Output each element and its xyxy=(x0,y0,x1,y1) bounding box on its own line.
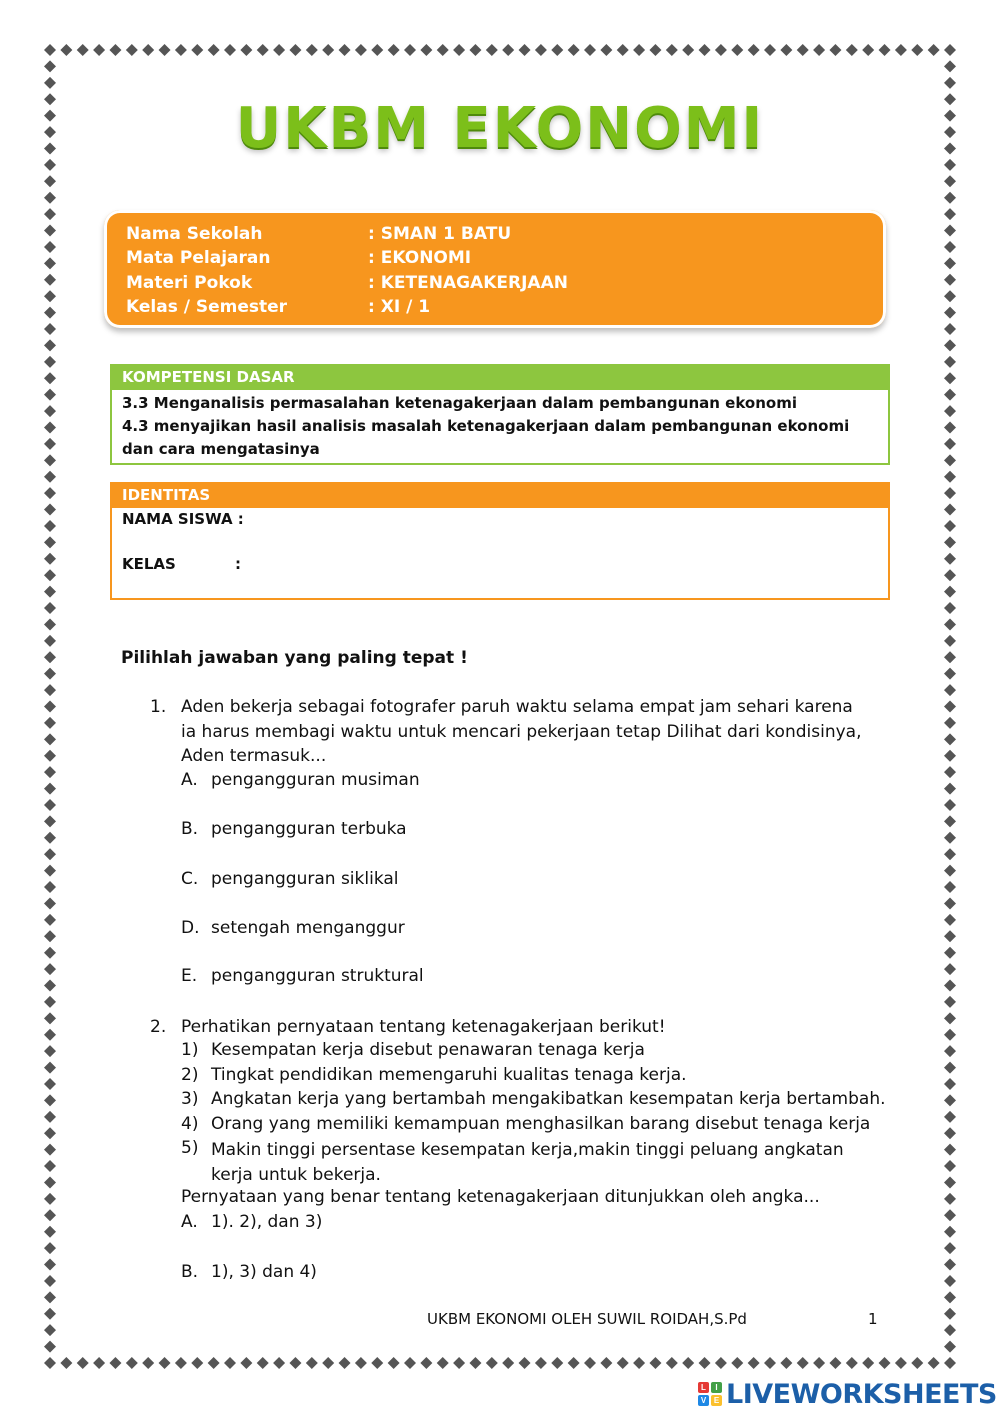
border-diamond xyxy=(44,733,56,745)
border-diamond xyxy=(944,668,956,680)
border-diamond xyxy=(846,1357,858,1369)
border-diamond xyxy=(44,389,56,401)
border-diamond xyxy=(420,44,432,56)
border-diamond xyxy=(273,44,285,56)
question-1-text: Aden bekerja sebagai fotografer paruh waktu selama empat jam sehari karena ia harus membagi waktu untuk mencari pekerjaan tetap Dilihat dari kondisinya, Aden termasuk... xyxy=(181,697,862,766)
border-diamond xyxy=(44,1094,56,1106)
border-diamond xyxy=(273,1357,285,1369)
border-diamond xyxy=(175,1357,187,1369)
border-diamond xyxy=(44,1111,56,1123)
border-diamond xyxy=(486,44,498,56)
border-diamond xyxy=(289,44,301,56)
kompetensi-dasar-panel xyxy=(110,364,890,465)
border-diamond xyxy=(388,44,400,56)
school-info-box xyxy=(104,210,886,328)
border-diamond xyxy=(453,44,465,56)
border-diamond xyxy=(44,1012,56,1024)
border-diamond xyxy=(44,454,56,466)
border-diamond xyxy=(44,339,56,351)
page-number: 1 xyxy=(868,1310,878,1328)
border-diamond xyxy=(142,44,154,56)
info-row-class: Kelas / Semester : XI / 1 xyxy=(126,297,431,317)
border-diamond xyxy=(649,1357,661,1369)
footer-author: UKBM EKONOMI OLEH SUWIL ROIDAH,S.Pd xyxy=(427,1310,747,1328)
info-row-topic: Materi Pokok : KETENAGAKERJAAN xyxy=(126,273,568,293)
border-diamond xyxy=(551,44,563,56)
border-diamond xyxy=(44,323,56,335)
border-diamond xyxy=(633,44,645,56)
border-diamond xyxy=(44,274,56,286)
kompetensi-header: KOMPETENSI DASAR xyxy=(112,366,888,390)
border-diamond xyxy=(944,1226,956,1238)
border-diamond xyxy=(208,44,220,56)
border-diamond xyxy=(944,766,956,778)
q2-statement-4: 4) Orang yang memiliki kemampuan menghasilkan barang disebut tenaga kerja xyxy=(181,1114,871,1134)
kompetensi-line-2: 4.3 menyajikan hasil analisis masalah ketenagakerjaan dalam pembangunan ekonomi dan cara mengatasinya xyxy=(122,417,850,458)
border-diamond xyxy=(813,1357,825,1369)
border-diamond xyxy=(126,1357,138,1369)
border-diamond xyxy=(44,1226,56,1238)
border-diamond xyxy=(44,1308,56,1320)
q1-option-e[interactable]: E. pengangguran struktural xyxy=(181,966,424,986)
border-diamond xyxy=(44,635,56,647)
border-diamond xyxy=(862,44,874,56)
border-diamond xyxy=(944,996,956,1008)
q1-option-a[interactable]: A. pengangguran musiman xyxy=(181,770,420,790)
border-diamond xyxy=(731,1357,743,1369)
border-diamond xyxy=(44,553,56,565)
border-diamond xyxy=(44,487,56,499)
border-diamond xyxy=(44,1341,56,1353)
border-diamond xyxy=(944,717,956,729)
border-diamond xyxy=(944,44,956,56)
border-diamond xyxy=(420,1357,432,1369)
border-diamond xyxy=(944,389,956,401)
border-diamond xyxy=(944,586,956,598)
border-diamond xyxy=(44,766,56,778)
border-diamond xyxy=(682,1357,694,1369)
border-diamond xyxy=(944,60,956,72)
border-diamond xyxy=(437,44,449,56)
border-diamond xyxy=(944,980,956,992)
q2-statement-1: 1) Kesempatan kerja disebut penawaran tenaga kerja xyxy=(181,1040,645,1060)
border-diamond xyxy=(44,569,56,581)
info-row-subject: Mata Pelajaran : EKONOMI xyxy=(126,248,472,268)
border-diamond xyxy=(944,487,956,499)
border-diamond xyxy=(944,356,956,368)
q2-statement-3: 3) Angkatan kerja yang bertambah mengakibatkan kesempatan kerja bertambah. xyxy=(181,1089,886,1109)
border-diamond xyxy=(208,1357,220,1369)
kompetensi-line-1: 3.3 Menganalisis permasalahan ketenagakerjaan dalam pembangunan ekonomi xyxy=(122,394,797,412)
border-diamond xyxy=(699,1357,711,1369)
border-diamond xyxy=(944,175,956,187)
border-diamond xyxy=(649,44,661,56)
border-diamond xyxy=(944,1062,956,1074)
border-diamond xyxy=(944,750,956,762)
border-diamond xyxy=(617,1357,629,1369)
border-diamond xyxy=(437,1357,449,1369)
border-diamond xyxy=(682,44,694,56)
border-diamond xyxy=(944,602,956,614)
border-diamond xyxy=(109,1357,121,1369)
instruction-text: Pilihlah jawaban yang paling tepat ! xyxy=(121,648,468,668)
border-diamond xyxy=(289,1357,301,1369)
border-diamond xyxy=(944,192,956,204)
border-diamond xyxy=(944,947,956,959)
border-diamond xyxy=(780,1357,792,1369)
border-diamond xyxy=(944,405,956,417)
border-diamond xyxy=(944,520,956,532)
border-diamond xyxy=(944,1308,956,1320)
q2-statement-5: 5) Makin tinggi persentase kesempatan kerja,makin tinggi peluang angkatan kerja untuk bekerja. xyxy=(181,1138,844,1185)
kelas-field[interactable]: KELAS : xyxy=(122,555,241,573)
border-diamond xyxy=(944,914,956,926)
q2-option-b[interactable]: B. 1), 3) dan 4) xyxy=(181,1262,317,1282)
border-diamond xyxy=(715,1357,727,1369)
border-diamond xyxy=(44,1160,56,1172)
border-diamond xyxy=(44,1029,56,1041)
border-diamond xyxy=(944,963,956,975)
border-diamond xyxy=(764,44,776,56)
q2-statement-2: 2) Tingkat pendidikan memengaruhi kualitas tenaga kerja. xyxy=(181,1065,687,1085)
border-diamond xyxy=(44,930,56,942)
border-diamond xyxy=(944,635,956,647)
border-diamond xyxy=(60,44,72,56)
border-diamond xyxy=(928,44,940,56)
border-diamond xyxy=(257,1357,269,1369)
border-diamond xyxy=(44,1259,56,1271)
border-diamond xyxy=(44,750,56,762)
border-diamond xyxy=(944,438,956,450)
border-diamond xyxy=(44,1193,56,1205)
border-diamond xyxy=(109,44,121,56)
border-diamond xyxy=(44,1324,56,1336)
border-diamond xyxy=(944,553,956,565)
border-diamond xyxy=(142,1357,154,1369)
border-diamond xyxy=(44,980,56,992)
border-diamond xyxy=(339,1357,351,1369)
border-diamond xyxy=(355,44,367,56)
border-diamond xyxy=(44,504,56,516)
border-diamond xyxy=(944,897,956,909)
border-diamond xyxy=(44,372,56,384)
border-diamond xyxy=(44,783,56,795)
border-diamond xyxy=(944,1357,956,1369)
border-diamond xyxy=(617,44,629,56)
border-diamond xyxy=(469,1357,481,1369)
border-diamond xyxy=(944,1193,956,1205)
q1-option-d[interactable]: D. setengah menganggur xyxy=(181,918,405,938)
border-diamond xyxy=(44,1127,56,1139)
border-diamond xyxy=(191,1357,203,1369)
border-diamond xyxy=(748,1357,760,1369)
border-diamond xyxy=(240,44,252,56)
border-diamond xyxy=(339,44,351,56)
border-diamond xyxy=(44,257,56,269)
border-diamond xyxy=(404,44,416,56)
border-diamond xyxy=(224,1357,236,1369)
kompetensi-body xyxy=(112,390,888,463)
page-title: UKBM EKONOMI xyxy=(235,96,765,161)
border-diamond xyxy=(944,372,956,384)
border-diamond xyxy=(944,881,956,893)
border-diamond xyxy=(44,1291,56,1303)
border-diamond xyxy=(44,602,56,614)
q1-option-b[interactable]: B. pengangguran terbuka xyxy=(181,819,407,839)
border-diamond xyxy=(944,421,956,433)
border-diamond xyxy=(404,1357,416,1369)
border-diamond xyxy=(93,44,105,56)
border-diamond xyxy=(944,290,956,302)
border-diamond xyxy=(895,1357,907,1369)
border-diamond xyxy=(944,208,956,220)
border-diamond xyxy=(486,1357,498,1369)
border-diamond xyxy=(944,1176,956,1188)
border-diamond xyxy=(944,848,956,860)
border-diamond xyxy=(388,1357,400,1369)
border-diamond xyxy=(77,44,89,56)
border-diamond xyxy=(44,208,56,220)
border-diamond xyxy=(44,405,56,417)
border-diamond xyxy=(44,1242,56,1254)
border-diamond xyxy=(306,44,318,56)
border-diamond xyxy=(944,569,956,581)
border-diamond xyxy=(60,1357,72,1369)
border-diamond xyxy=(44,668,56,680)
border-diamond xyxy=(944,1324,956,1336)
border-diamond xyxy=(699,44,711,56)
border-diamond xyxy=(44,684,56,696)
border-diamond xyxy=(535,44,547,56)
border-diamond xyxy=(159,1357,171,1369)
border-diamond xyxy=(666,1357,678,1369)
border-diamond xyxy=(944,1078,956,1090)
border-diamond xyxy=(600,44,612,56)
border-diamond xyxy=(44,520,56,532)
border-diamond xyxy=(44,881,56,893)
border-diamond xyxy=(944,1144,956,1156)
border-diamond xyxy=(322,1357,334,1369)
border-diamond xyxy=(944,1012,956,1024)
border-diamond xyxy=(44,192,56,204)
border-diamond xyxy=(44,290,56,302)
border-diamond xyxy=(879,1357,891,1369)
border-diamond xyxy=(944,701,956,713)
border-diamond xyxy=(944,1259,956,1271)
border-diamond xyxy=(44,241,56,253)
border-diamond xyxy=(748,44,760,56)
border-diamond xyxy=(224,44,236,56)
border-diamond xyxy=(44,1045,56,1057)
border-diamond xyxy=(944,504,956,516)
border-diamond xyxy=(44,1078,56,1090)
border-diamond xyxy=(44,1357,56,1369)
border-diamond xyxy=(453,1357,465,1369)
border-diamond xyxy=(44,356,56,368)
border-diamond xyxy=(44,1275,56,1287)
border-diamond xyxy=(535,1357,547,1369)
border-diamond xyxy=(568,44,580,56)
border-diamond xyxy=(731,44,743,56)
question-1: 1. Aden bekerja sebagai fotografer paruh waktu selama empat jam sehari karena ia harus membagi waktu untuk mencari pekerjaan tetap Dilihat dari kondisinya, Aden termasuk... xyxy=(150,697,862,766)
border-diamond xyxy=(944,832,956,844)
border-diamond xyxy=(44,1209,56,1221)
border-diamond xyxy=(944,307,956,319)
border-diamond xyxy=(944,1341,956,1353)
border-diamond xyxy=(829,1357,841,1369)
border-diamond xyxy=(764,1357,776,1369)
border-diamond xyxy=(44,438,56,450)
border-diamond xyxy=(44,996,56,1008)
border-diamond xyxy=(944,1045,956,1057)
border-diamond xyxy=(44,586,56,598)
border-diamond xyxy=(77,1357,89,1369)
border-diamond xyxy=(944,684,956,696)
border-diamond xyxy=(44,717,56,729)
border-diamond xyxy=(944,1291,956,1303)
border-diamond xyxy=(240,1357,252,1369)
border-diamond xyxy=(44,618,56,630)
border-diamond xyxy=(944,241,956,253)
border-diamond xyxy=(44,815,56,827)
border-diamond xyxy=(44,1176,56,1188)
border-diamond xyxy=(126,44,138,56)
border-diamond xyxy=(944,783,956,795)
border-diamond xyxy=(944,1094,956,1106)
question-2: 2. Perhatikan pernyataan tentang ketenagakerjaan berikut! xyxy=(150,1017,666,1037)
border-diamond xyxy=(944,1160,956,1172)
border-diamond xyxy=(355,1357,367,1369)
border-diamond xyxy=(257,44,269,56)
identitas-header: IDENTITAS xyxy=(112,484,888,508)
liveworksheets-wordmark: LIVEWORKSHEETS xyxy=(726,1378,997,1410)
question-2-text: Perhatikan pernyataan tentang ketenagakerjaan berikut! xyxy=(181,1017,666,1037)
border-diamond xyxy=(519,1357,531,1369)
border-diamond xyxy=(44,651,56,663)
border-diamond xyxy=(944,225,956,237)
border-diamond xyxy=(944,77,956,89)
border-diamond xyxy=(813,44,825,56)
border-diamond xyxy=(191,44,203,56)
border-diamond xyxy=(911,44,923,56)
border-diamond xyxy=(306,1357,318,1369)
border-diamond xyxy=(568,1357,580,1369)
border-diamond xyxy=(44,471,56,483)
border-diamond xyxy=(944,454,956,466)
border-diamond xyxy=(502,1357,514,1369)
border-diamond xyxy=(928,1357,940,1369)
border-diamond xyxy=(911,1357,923,1369)
border-diamond xyxy=(44,536,56,548)
border-diamond xyxy=(879,44,891,56)
border-diamond xyxy=(44,914,56,926)
q1-option-c[interactable]: C. pengangguran siklikal xyxy=(181,869,399,889)
border-diamond xyxy=(44,60,56,72)
q2-option-a[interactable]: A. 1). 2), dan 3) xyxy=(181,1212,323,1232)
border-diamond xyxy=(93,1357,105,1369)
border-diamond xyxy=(846,44,858,56)
liveworksheets-brand[interactable] xyxy=(698,1378,997,1410)
border-diamond xyxy=(944,1209,956,1221)
border-diamond xyxy=(44,1062,56,1074)
border-diamond xyxy=(944,930,956,942)
border-diamond xyxy=(944,865,956,877)
border-diamond xyxy=(895,44,907,56)
border-diamond xyxy=(944,815,956,827)
border-diamond xyxy=(944,1127,956,1139)
border-diamond xyxy=(44,44,56,56)
border-diamond xyxy=(715,44,727,56)
border-diamond xyxy=(797,44,809,56)
border-diamond xyxy=(44,421,56,433)
border-diamond xyxy=(44,947,56,959)
border-diamond xyxy=(944,799,956,811)
border-diamond xyxy=(44,963,56,975)
border-diamond xyxy=(944,471,956,483)
info-row-school: Nama Sekolah : SMAN 1 BATU xyxy=(126,224,512,244)
border-diamond xyxy=(551,1357,563,1369)
border-diamond xyxy=(44,897,56,909)
border-diamond xyxy=(944,1029,956,1041)
border-diamond xyxy=(944,1111,956,1123)
border-diamond xyxy=(944,274,956,286)
border-diamond xyxy=(371,1357,383,1369)
border-diamond xyxy=(44,832,56,844)
border-diamond xyxy=(44,865,56,877)
border-diamond xyxy=(44,225,56,237)
border-diamond xyxy=(944,323,956,335)
border-diamond xyxy=(44,799,56,811)
border-diamond xyxy=(944,536,956,548)
border-diamond xyxy=(44,77,56,89)
border-diamond xyxy=(469,44,481,56)
border-diamond xyxy=(944,1275,956,1287)
border-diamond xyxy=(944,1242,956,1254)
border-diamond xyxy=(44,175,56,187)
border-diamond xyxy=(584,1357,596,1369)
border-diamond xyxy=(944,339,956,351)
border-diamond xyxy=(600,1357,612,1369)
border-diamond xyxy=(322,44,334,56)
border-diamond xyxy=(175,44,187,56)
border-diamond xyxy=(519,44,531,56)
border-diamond xyxy=(44,307,56,319)
border-diamond xyxy=(666,44,678,56)
border-diamond xyxy=(159,44,171,56)
border-diamond xyxy=(944,651,956,663)
q2-prompt: Pernyataan yang benar tentang ketenagakerjaan ditunjukkan oleh angka... xyxy=(181,1187,820,1207)
border-diamond xyxy=(584,44,596,56)
nama-siswa-field[interactable]: NAMA SISWA : xyxy=(122,510,244,528)
border-diamond xyxy=(502,44,514,56)
border-diamond xyxy=(780,44,792,56)
border-diamond xyxy=(944,257,956,269)
border-diamond xyxy=(829,44,841,56)
border-diamond xyxy=(797,1357,809,1369)
border-diamond xyxy=(944,733,956,745)
border-diamond xyxy=(371,44,383,56)
border-diamond xyxy=(44,848,56,860)
liveworksheets-logo-icon: L I V E xyxy=(698,1382,722,1406)
border-diamond xyxy=(633,1357,645,1369)
border-diamond xyxy=(862,1357,874,1369)
border-diamond xyxy=(44,701,56,713)
identitas-panel xyxy=(110,482,890,600)
border-diamond xyxy=(944,618,956,630)
border-diamond xyxy=(44,1144,56,1156)
